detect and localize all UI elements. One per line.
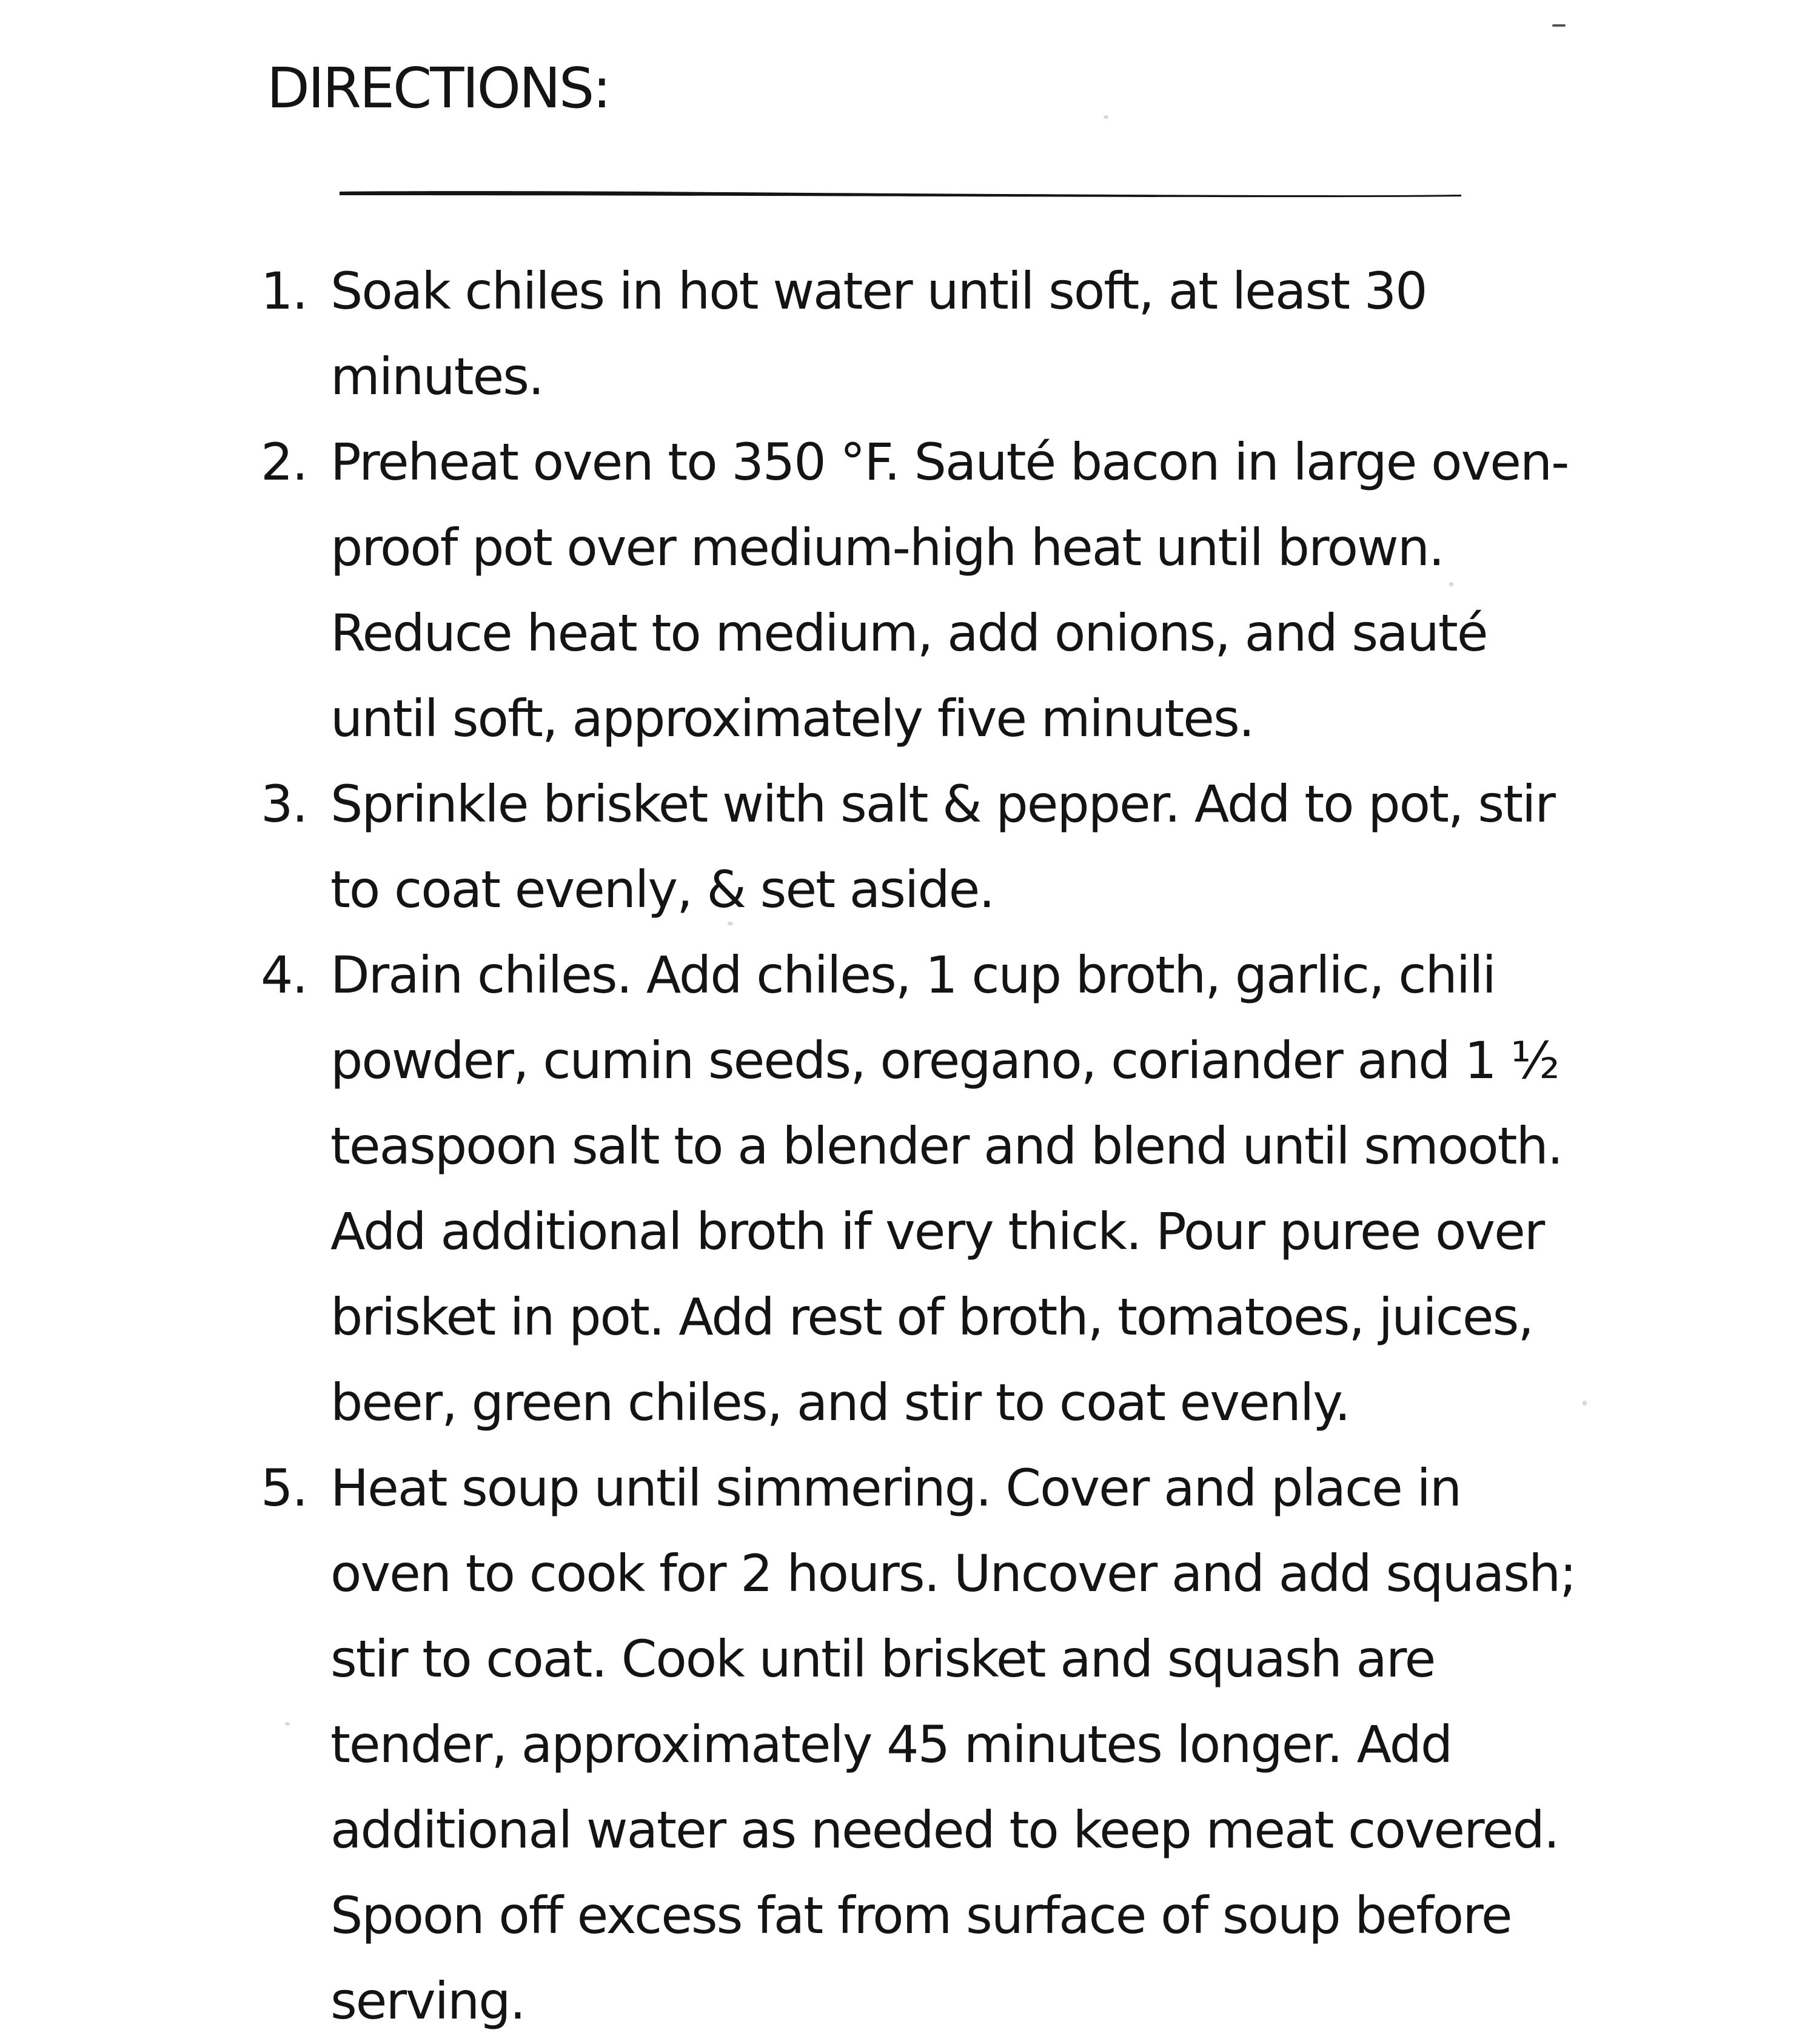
step-number: 4. — [261, 945, 307, 1005]
step-text: Heat soup until simmering. Cover and place in oven to cook for 2 hours. Uncover and add squash; stir to coat. Cook until brisket and squash are tender, approximately 45 minutes longer. Add additional water as needed to keep meat covered. Spoon off excess fat from surface of soup before serving. — [330, 1458, 1576, 2031]
step-item-5 — [261, 1446, 1595, 2044]
directions-heading: DIRECTIONS: — [267, 56, 610, 121]
step-item-1 — [261, 249, 1595, 420]
step-text: Sprinkle brisket with salt & pepper. Add to pot, stir to coat evenly, & set aside. — [330, 774, 1555, 919]
step-number: 5. — [261, 1458, 307, 1518]
step-number: 1. — [261, 261, 307, 321]
step-text: Drain chiles. Add chiles, 1 cup broth, garlic, chili powder, cumin seeds, oregano, coriander and 1 ½ teaspoon salt to a blender and blend until smooth. Add additional broth if very thick. Pour puree over brisket in pot. Add rest of broth, tomatoes, juices, beer, green chiles, and stir to coat evenly. — [330, 945, 1563, 1432]
step-number: 2. — [261, 432, 307, 492]
step-item-2 — [261, 420, 1595, 762]
step-text: Soak chiles in hot water until soft, at least 30 minutes. — [330, 261, 1427, 406]
step-item-3 — [261, 762, 1595, 933]
step-item-4 — [261, 933, 1595, 1446]
paper-speck — [1104, 115, 1108, 119]
directions-steps-list — [261, 249, 1595, 2044]
heading-divider-line — [340, 187, 1461, 200]
step-number: 3. — [261, 774, 307, 834]
step-text: Preheat oven to 350 °F. Sauté bacon in large oven-proof pot over medium-high heat until brown. Reduce heat to medium, add onions, and sauté until soft, approximately five minutes. — [330, 432, 1569, 748]
paper-speck — [1552, 24, 1566, 27]
